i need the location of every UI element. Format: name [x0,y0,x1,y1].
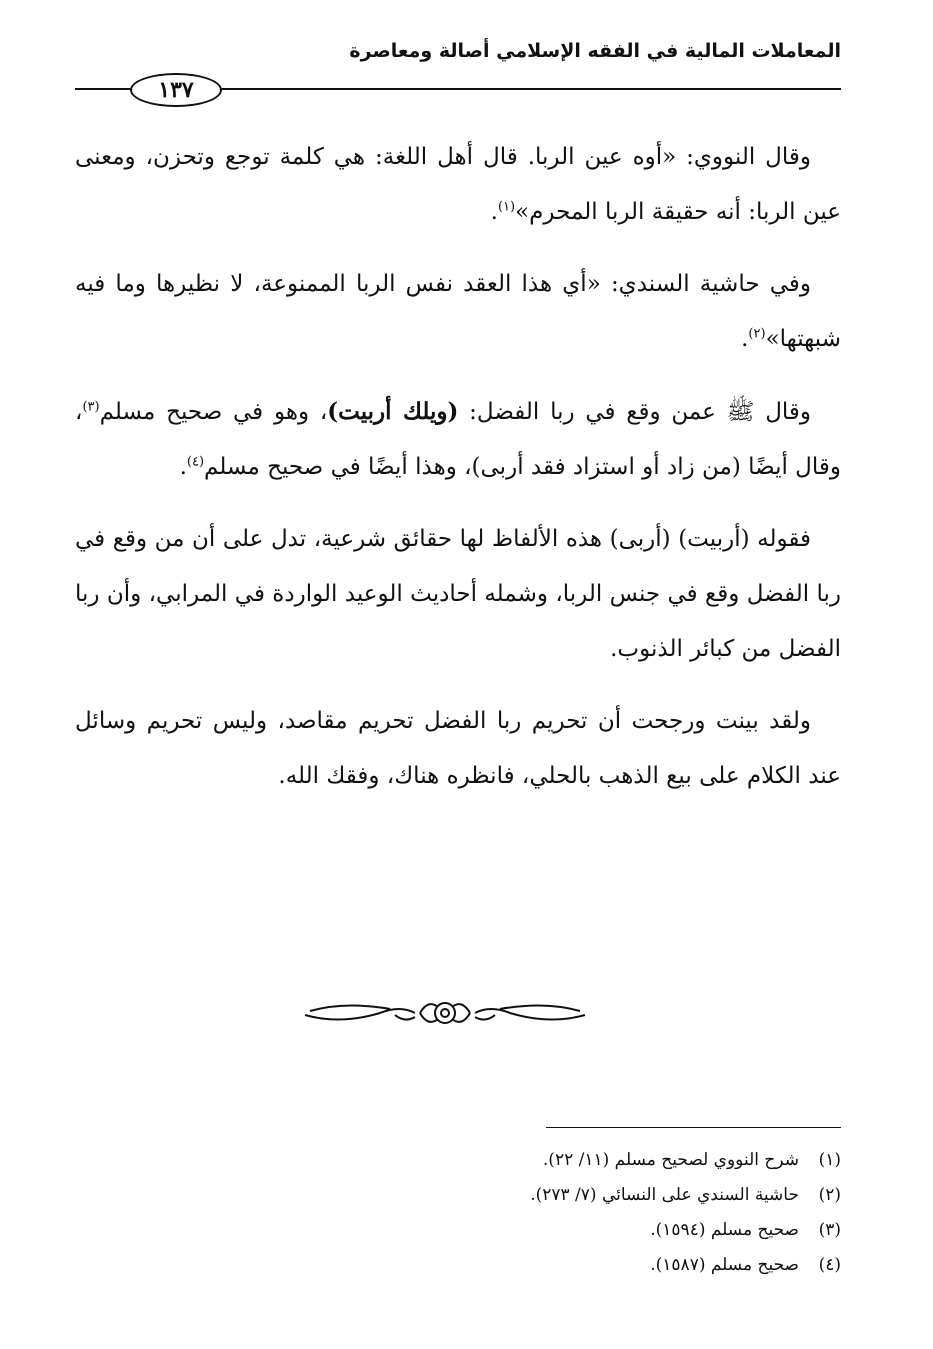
paragraph-explanation: فقوله (أربيت) (أربى) هذه الألفاظ لها حقائق شرعية، تدل على أن من وقع في ربا الفضل وقع في جنس الربا، وشمله أحاديث الوعيد الواردة في المرابي، وأن ربا الفضل من كبائر الذنوب. [75,526,841,662]
paragraph-sindi-quote [75,257,841,367]
paragraph-nawawi-quote [75,130,841,240]
page-number: ١٣٧ [130,73,222,107]
decorative-divider-ornament-icon [300,995,590,1031]
footnote-1 [421,1143,841,1178]
paragraph-text: ، وقال أيضًا (من زاد أو استزاد فقد أربى)، وهذا أيضًا في صحيح مسلم [75,399,841,480]
footnote-2 [421,1178,841,1213]
footnote-text: شرح النووي لصحيح مسلم (١١/ ٢٢). [542,1150,799,1170]
footnote-ref-2: (٢) [748,326,766,342]
running-header [75,40,841,103]
paragraph-text: وقال النووي: «أوه عين الربا. قال أهل اللغة: هي كلمة توجع وتحزن، ومعنى عين الربا: أنه حقيقة الربا المحرم» [75,144,841,225]
paragraph-hadith [75,384,841,495]
footnote-ref-4: (٤) [186,454,205,470]
paragraph-text: وفي حاشية السندي: «أي هذا العقد نفس الربا الممنوعة، لا نظيرها وما فيه شبهتها» [75,271,841,352]
hadith-quote: (ويلك أربيت) [327,398,459,425]
paragraph-conclusion: ولقد بينت ورجحت أن تحريم ربا الفضل تحريم مقاصد، وليس تحريم وسائل عند الكلام على بيع الذهب بالحلي، فانظره هناك، وفقك الله. [75,708,841,789]
footnote-ref-1: (١) [497,199,516,215]
footnote-text: حاشية السندي على النسائي (٧/ ٢٧٣). [530,1185,799,1205]
book-title: المعاملات المالية في الفقه الإسلامي أصالة ومعاصرة [349,40,841,62]
footnote-ref-3: (٣) [82,399,100,415]
footnote-number: (٤) [818,1255,841,1275]
paragraph-text: وقال ﷺ عمن وقع في ربا الفضل: [458,399,812,425]
footnote-number: (٢) [818,1185,841,1205]
paragraph-text-end: . [179,454,187,480]
paragraph-text-end: . [741,326,749,352]
paragraph-text: ، وهو في صحيح مسلم [99,399,328,425]
footnote-text: صحيح مسلم (١٥٩٤). [650,1220,799,1240]
main-text [75,130,841,821]
footnote-4 [421,1248,841,1283]
paragraph-text-end: . [490,199,498,225]
footnote-number: (٣) [818,1220,841,1240]
footnote-text: صحيح مسلم (١٥٨٧). [650,1255,799,1275]
footnote-3 [421,1213,841,1248]
footnote-number: (١) [818,1150,841,1170]
footnote-separator [546,1127,841,1128]
footnotes [421,1143,841,1283]
